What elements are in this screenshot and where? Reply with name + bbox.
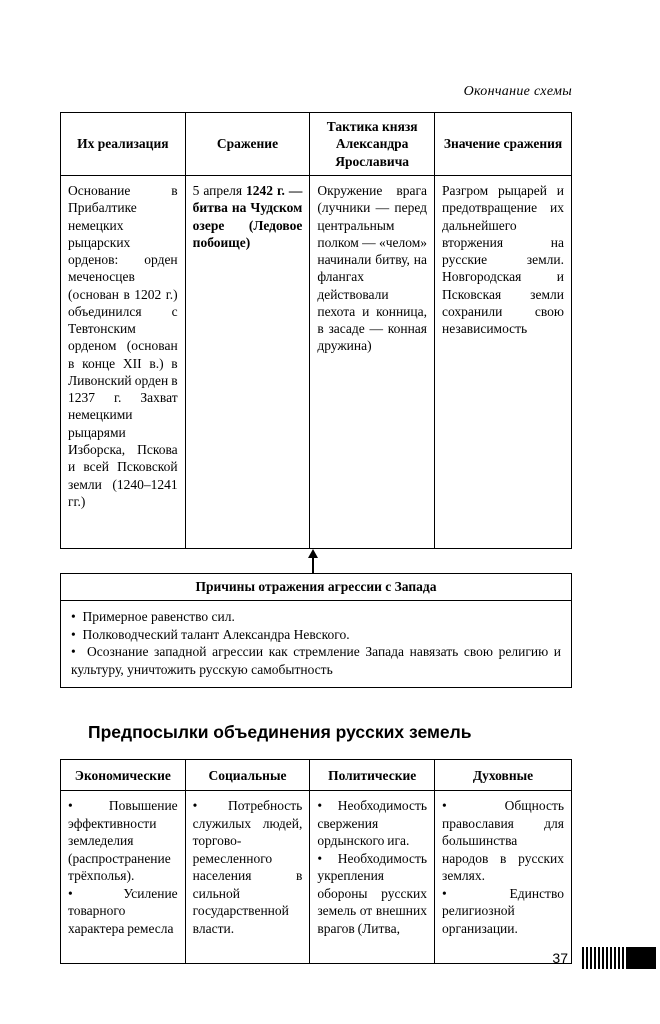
table-row	[61, 176, 572, 549]
reasons-box-title: Причины отражения агрессии с Запада	[61, 574, 571, 601]
page-content	[60, 0, 572, 964]
premises-table	[60, 759, 572, 964]
up-arrow-icon	[307, 549, 319, 573]
battle-name-text: 1242 г. — битва на Чудском озере (Ледовое побоище)	[192, 183, 303, 250]
premise-item: • Повышение эффективности земледелия (распространение трёхполья).	[68, 797, 178, 885]
edge-marker-stripes	[582, 947, 626, 969]
cell-battle	[185, 176, 310, 549]
reason-item: • Примерное равенство сил.	[71, 608, 561, 626]
premise-item: • Необходимость свержения ордынского ига.	[317, 797, 427, 850]
column-header-realization: Их реализация	[61, 113, 186, 176]
cell-tactics: Окружение врага (лучники — перед центральным полком — «челом» начинали битву, на флангах действовали пехота и конница, в засаде — конная дружина)	[310, 176, 435, 549]
reasons-box-body	[61, 601, 571, 687]
table-header-row	[61, 760, 572, 791]
column-header-political: Политические	[310, 760, 435, 791]
cell-spiritual	[435, 791, 572, 964]
battle-summary-table	[60, 112, 572, 549]
column-header-battle: Сражение	[185, 113, 310, 176]
reason-item: • Осознание западной агрессии как стремление Запада навязать свою религию и культуру, уничтожить русскую самобытность	[71, 643, 561, 678]
page-footer	[552, 946, 660, 970]
cell-significance: Разгром рыцарей и предотвращение их дальнейшего вторжения на русские земли. Новгородская и Псковская земли сохранили свою независимость	[435, 176, 572, 549]
section-title: Предпосылки объединения русских земель	[88, 722, 472, 743]
cell-economic	[61, 791, 186, 964]
cell-social	[185, 791, 310, 964]
premise-item: • Необходимость укрепления обороны русских земель от внешних врагов (Литва,	[317, 850, 427, 938]
reasons-box	[60, 573, 572, 688]
premise-item: • Общность православия для большинства народов в русских землях.	[442, 797, 564, 885]
column-header-spiritual: Духовные	[435, 760, 572, 791]
up-arrow-head	[308, 549, 318, 558]
page-number: 37	[552, 950, 568, 966]
column-header-significance: Значение сражения	[435, 113, 572, 176]
header-note: Окончание схемы	[463, 84, 572, 99]
table-row	[61, 791, 572, 964]
column-header-social: Социальные	[185, 760, 310, 791]
premise-item: • Потребность служилых людей, торгово-ремесленного населения в сильной государственной власти.	[193, 797, 303, 937]
page-edge-marker	[582, 947, 656, 969]
column-header-economic: Экономические	[61, 760, 186, 791]
cell-political	[310, 791, 435, 964]
up-arrow-shaft	[312, 558, 314, 573]
reason-item: • Полководческий талант Александра Невского.	[71, 626, 561, 644]
premise-item: • Единство религиозной организации.	[442, 885, 564, 938]
column-header-tactics: Тактика князя Александра Ярославича	[310, 113, 435, 176]
arrow-area	[60, 549, 572, 573]
table-header-row	[61, 113, 572, 176]
edge-marker-solid	[626, 947, 656, 969]
premise-item: • Усиление товарного характера ремесла	[68, 885, 178, 938]
cell-realization: Основание в Прибалтике немецких рыцарских орденов: орден меченосцев (основан в 1202 г.) объединился с Тевтонским орденом (основан в конце XII в.) в Ливонский орден в 1237 г. Захват немецкими рыцарями Изборска, Пскова и всей Псковской земли (1240–1241 гг.)	[61, 176, 186, 549]
battle-date-text: 5 апреля	[192, 183, 247, 198]
